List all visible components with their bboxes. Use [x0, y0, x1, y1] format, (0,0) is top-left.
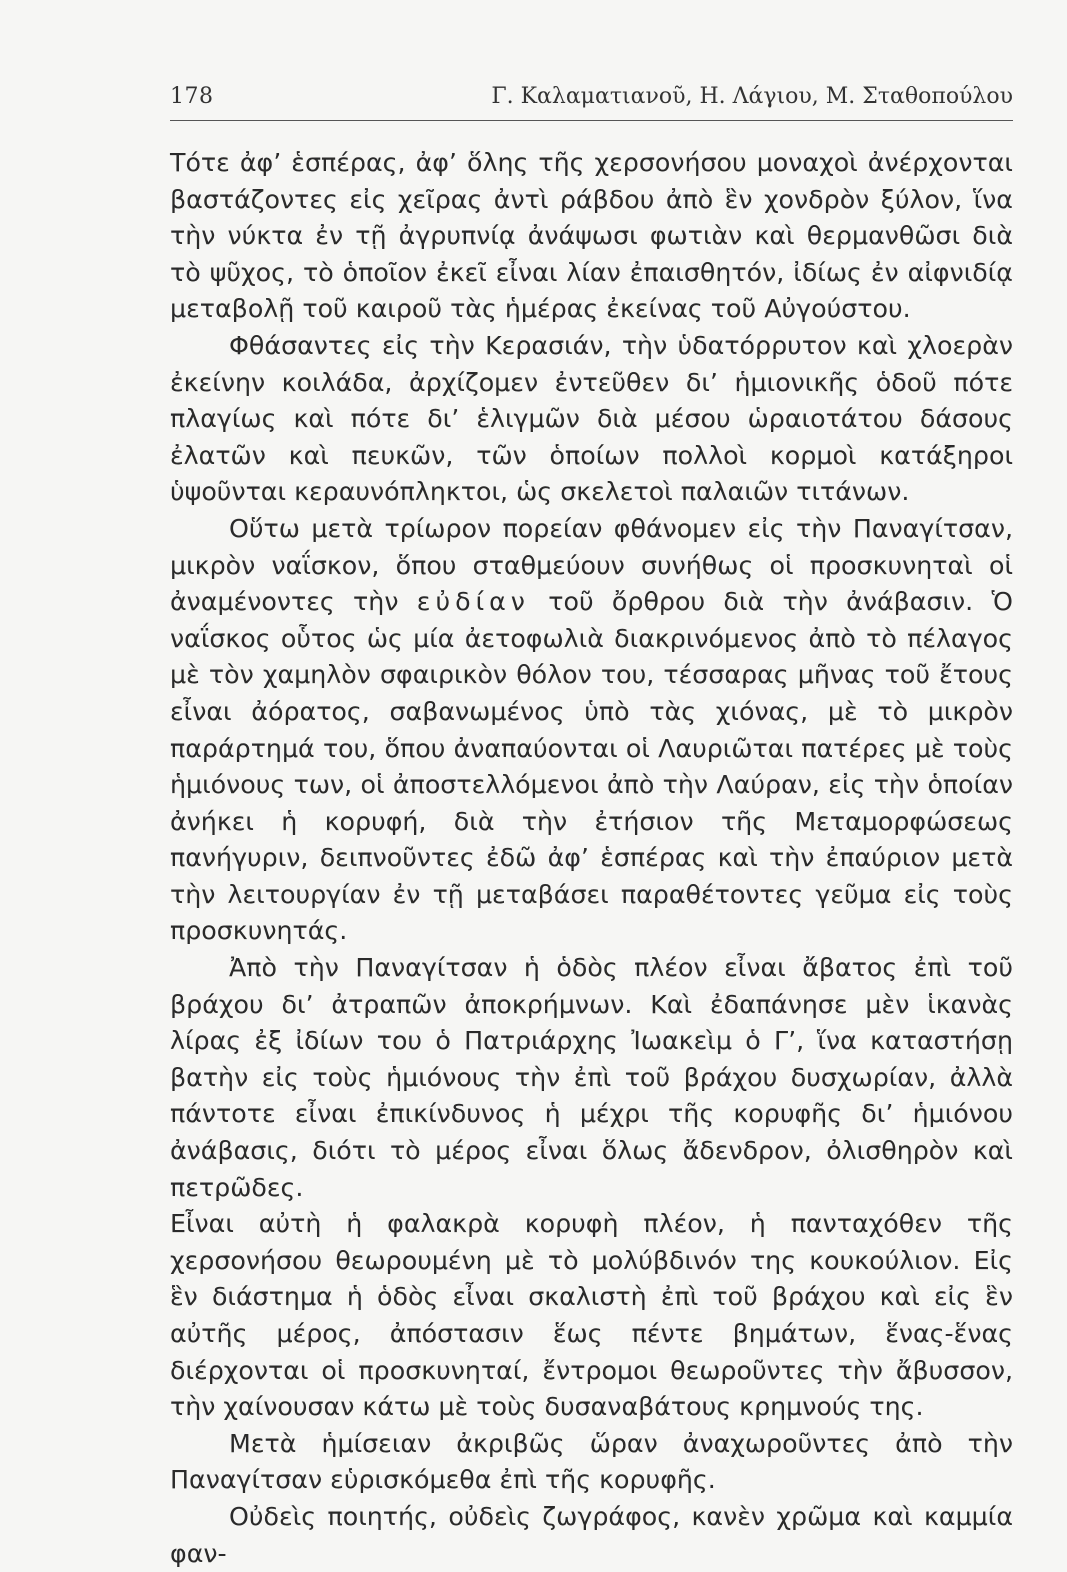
paragraph-6: Μετὰ ἡμίσειαν ἀκριβῶς ὥραν ἀναχωροῦντες ἀπὸ τὴν Παναγίτσαν εὑρισκόμεθα ἐπὶ τῆς κορυφῆς. [170, 1428, 1013, 1495]
spaced-word: εὐδίαν [416, 587, 530, 617]
paragraph-3 [170, 511, 1013, 950]
header-rule [170, 120, 1013, 121]
paragraph-3-end: τοῦ ὄρθρου διὰ τὴν ἀνάβασιν. Ὁ ναΐσκος οὗτος ὡς μία ἀετοφωλιὰ διακρινόμενος ἀπὸ τὸ πέλαγος μὲ τὸν χαμηλὸν σφαιρικὸν θόλον του, τέσσαρας μῆνας τοῦ ἔτους εἶναι ἀόρατος, σαβανωμένος ὑπὸ τὰς χιόνας, μὲ τὸ μικρὸν παράρτημά του, ὅπου ἀναπαύονται οἱ Λαυριῶται πατέρες μὲ τοὺς ἡμιόνους των, οἱ ἀποστελλόμενοι ἀπὸ τὴν Λαύραν, εἰς τὴν ὁποίαν ἀνήκει ἡ κορυφή, διὰ τὴν ἐτήσιον τῆς Μεταμορφώσεως πανήγυριν, δειπνοῦντες ἐδῶ ἀφ’ ἑσπέρας καὶ τὴν ἐπαύριον μετὰ τὴν λειτουργίαν ἐν τῇ μεταβάσει παραθέτοντες γεῦμα εἰς τοὺς προσκυνητάς. [170, 587, 1014, 946]
paragraph-5: Εἶναι αὐτὴ ἡ φαλακρὰ κορυφὴ πλέον, ἡ πανταχόθεν τῆς χερσονήσου θεωρουμένη μὲ τὸ μολύβδινόν της κουκούλιον. Εἰς ἓν διάστημα ἡ ὁδὸς εἶναι σκαλιστὴ ἐπὶ τοῦ βράχου καὶ εἰς ἓν αὐτῆς μέρος, ἀπόστασιν ἕως πέντε βημάτων, ἕνας-ἕνας διέρχονται οἱ προσκυνηταί, ἔντρομοι θεωροῦντες τὴν ἄβυσσον, τὴν χαίνουσαν κάτω μὲ τοὺς δυσαναβάτους κρημνούς της. [170, 1209, 1013, 1422]
paragraph-3-start: Οὕτω μετὰ τρίωρον πορείαν φθάνομεν εἰς τὴν Παναγίτσαν, μικρὸν ναΐσκον, ὅπου σταθμεύουν συνήθως οἱ προσκυνηταὶ οἱ ἀναμένοντες τὴν [170, 513, 1013, 617]
paragraph-2: Φθάσαντες εἰς τὴν Κερασιάν, τὴν ὑδατόρρυτον καὶ χλοερὰν ἐκείνην κοιλάδα, ἀρχίζομεν ἐντεῦθεν δι’ ἡμιονικῆς ὁδοῦ πότε πλαγίως καὶ πότε δι’ ἑλιγμῶν διὰ μέσου ὡραιοτάτου δάσους ἐλατῶν καὶ πευκῶν, τῶν ὁποίων πολλοὶ κορμοὶ κατάξηροι ὑψοῦνται κεραυνόπληκτοι, ὡς σκελετοὶ παλαιῶν τιτάνων. [170, 330, 1013, 507]
body-text [170, 145, 1013, 1572]
paragraph-7: Οὐδεὶς ποιητής, οὐδεὶς ζωγράφος, κανὲν χρῶμα καὶ καμμία φαν- [170, 1501, 1013, 1568]
paragraph-1: Τότε ἀφ’ ἑσπέρας, ἀφ’ ὅλης τῆς χερσονήσου μοναχοὶ ἀνέρχονται βαστάζοντες εἰς χεῖρας ἀντὶ ράβδου ἀπὸ ἓν χονδρὸν ξύλον, ἵνα τὴν νύκτα ἐν τῇ ἀγρυπνίᾳ ἀνάψωσι φωτιὰν καὶ θερμανθῶσι διὰ τὸ ψῦχος, τὸ ὁποῖον ἐκεῖ εἶναι λίαν ἐπαισθητόν, ἰδίως ἐν αἰφνιδίᾳ μεταβολῇ τοῦ καιροῦ τὰς ἡμέρας ἐκείνας τοῦ Αὐγούστου. [170, 148, 1013, 324]
paragraph-4: Ἀπὸ τὴν Παναγίτσαν ἡ ὁδὸς πλέον εἶναι ἄβατος ἐπὶ τοῦ βράχου δι’ ἀτραπῶν ἀποκρήμνων. Καὶ ἐδαπάνησε μὲν ἱκανὰς λίρας ἐξ ἰδίων του ὁ Πατριάρχης Ἰωακεὶμ ὁ Γ’, ἵνα καταστήσῃ βατὴν εἰς τοὺς ἡμιόνους τὴν ἐπὶ τοῦ βράχου δυσχωρίαν, ἀλλὰ πάντοτε εἶναι ἐπικίνδυνος ἡ μέχρι τῆς κορυφῆς δι’ ἡμιόνου ἀνάβασις, διότι τὸ μέρος εἶναι ὅλως ἄδενδρον, ὀλισθηρὸν καὶ πετρῶδες. [170, 953, 1013, 1202]
page-number: 178 [170, 84, 214, 109]
page-header [170, 78, 1013, 114]
running-head-authors: Γ. Καλαματιανοῦ, Η. Λάγιου, Μ. Σταθοπούλου [491, 84, 1013, 109]
